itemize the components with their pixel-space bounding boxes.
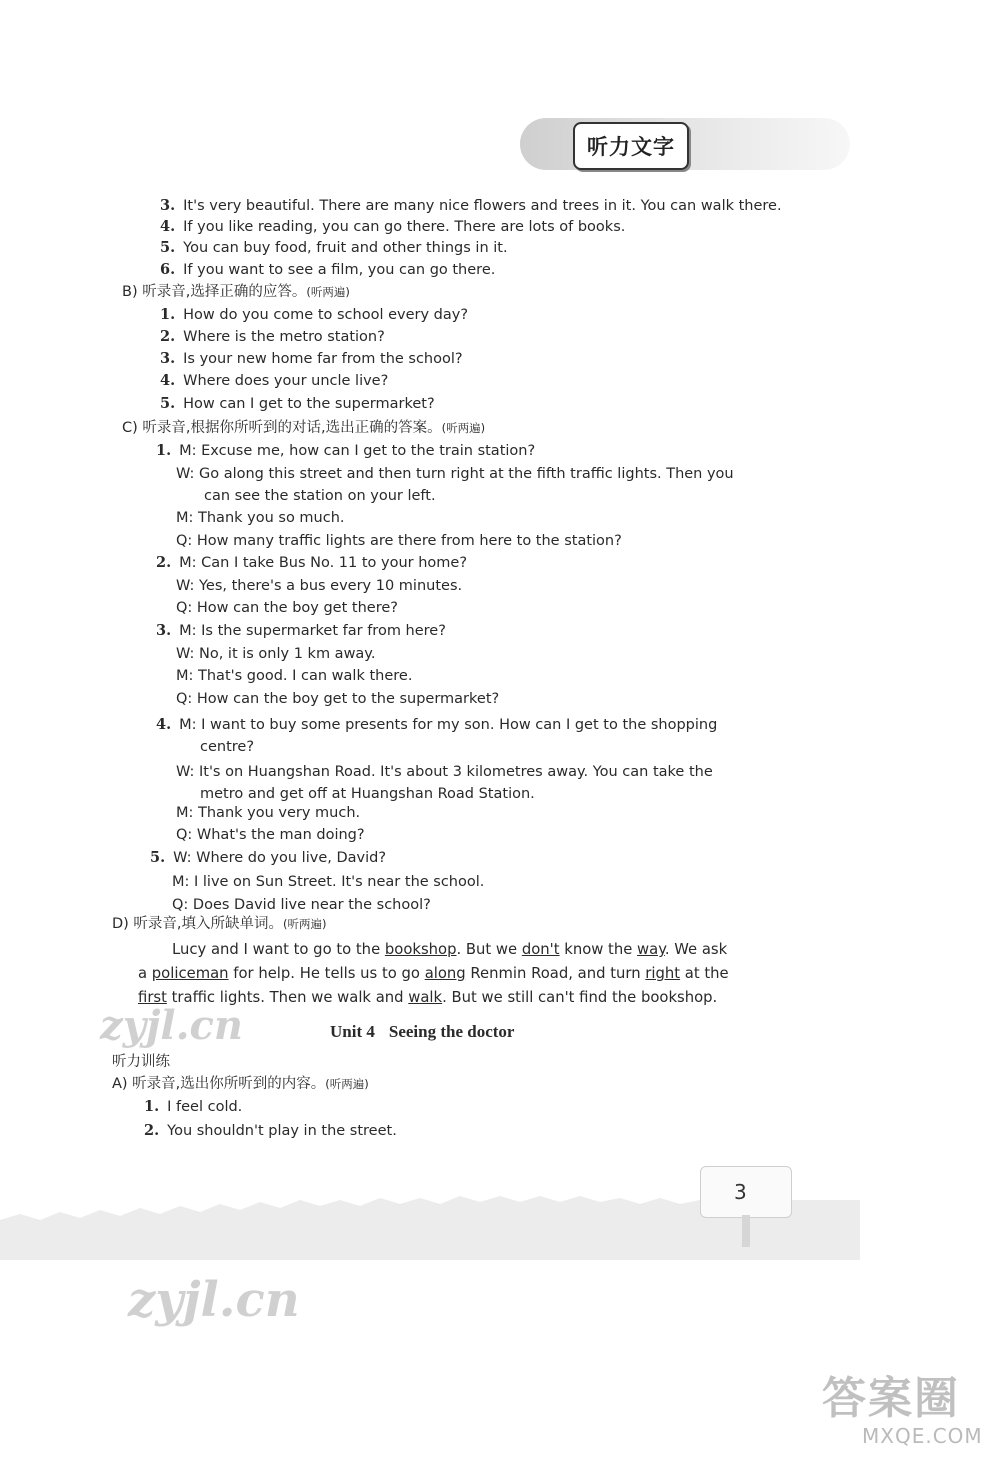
header-title: 听力文字	[573, 122, 689, 170]
answer-blank: walk	[408, 989, 443, 1006]
dialogue-line: Q: How many traffic lights are there from here to the station?	[176, 533, 622, 549]
dialogue-line: M: I live on Sun Street. It's near the school.	[172, 874, 485, 890]
answer-blank: bookshop	[384, 941, 457, 958]
dialogue-line: W: Go along this street and then turn right at the fifth traffic lights. Then you	[176, 466, 734, 482]
section-c-label: C) 听录音,根据你所听到的对话,选出正确的答案。(听两遍)	[122, 420, 486, 436]
list-item: 1. I feel cold.	[144, 1098, 243, 1115]
dialogue-line: M: That's good. I can walk there.	[176, 668, 413, 684]
listening-a-label: A) 听录音,选出你所听到的内容。(听两遍)	[112, 1076, 369, 1092]
answer-blank: don't	[521, 941, 560, 958]
unit-title: Unit 4 Seeing the doctor	[330, 1022, 515, 1041]
list-item: 4. If you like reading, you can go there. There are lots of books.	[160, 218, 626, 235]
dialogue-line: W: It's on Huangshan Road. It's about 3 kilometres away. You can take the	[176, 764, 713, 780]
watermark-mid: zyjl.cn	[100, 1002, 243, 1049]
watermark-bottom: zyjl.cn	[128, 1272, 300, 1328]
listening-heading: 听力训练	[112, 1054, 170, 1070]
section-b-label: B) 听录音,选择正确的应答。(听两遍)	[122, 284, 350, 300]
page-number: 3	[734, 1180, 747, 1204]
dialogue-line: 4. M: I want to buy some presents for my son. How can I get to the shopping	[156, 716, 718, 733]
list-item: 3. It's very beautiful. There are many nice flowers and trees in it. You can walk there.	[160, 197, 782, 214]
answer-blank: along	[424, 965, 466, 982]
dialogue-line: W: Yes, there's a bus every 10 minutes.	[176, 578, 463, 594]
dialogue-line: Q: What's the man doing?	[176, 827, 365, 843]
list-item: 2. You shouldn't play in the street.	[144, 1122, 397, 1139]
dialogue-line: centre?	[200, 739, 255, 755]
list-item: 6. If you want to see a film, you can go there.	[160, 261, 496, 278]
dialogue-line: 5. W: Where do you live, David?	[150, 849, 387, 866]
list-item: 3. Is your new home far from the school?	[160, 350, 463, 367]
section-d-label: D) 听录音,填入所缺单词。(听两遍)	[112, 916, 327, 932]
dialogue-line: can see the station on your left.	[204, 488, 436, 504]
list-item: 2. Where is the metro station?	[160, 328, 385, 345]
list-item: 1. How do you come to school every day?	[160, 306, 469, 323]
brand-url: MXQE.COM	[862, 1424, 983, 1448]
list-item: 5. How can I get to the supermarket?	[160, 395, 435, 412]
paragraph-line: a policeman for help. He tells us to go along Renmin Road, and turn right at the	[138, 965, 729, 982]
dialogue-line: M: Thank you so much.	[176, 510, 345, 526]
answer-blank: policeman	[151, 965, 229, 982]
flag-pole	[742, 1215, 750, 1247]
list-item: 4. Where does your uncle live?	[160, 372, 389, 389]
dialogue-line: 1. M: Excuse me, how can I get to the train station?	[156, 442, 536, 459]
answer-blank: way	[637, 941, 665, 958]
dialogue-line: metro and get off at Huangshan Road Station.	[200, 786, 535, 802]
brand-logo: 答案圈	[822, 1373, 960, 1424]
paragraph-line: Lucy and I want to go to the bookshop. But we don't know the way. We ask	[172, 941, 728, 958]
dialogue-line: W: No, it is only 1 km away.	[176, 646, 376, 662]
list-item: 5. You can buy food, fruit and other things in it.	[160, 239, 508, 256]
answer-blank: right	[645, 965, 681, 982]
dialogue-line: Q: How can the boy get to the supermarket?	[176, 691, 500, 707]
dialogue-line: M: Thank you very much.	[176, 805, 361, 821]
paragraph-line: first traffic lights. Then we walk and walk. But we still can't find the bookshop.	[138, 989, 718, 1006]
answer-blank: first	[138, 989, 167, 1006]
dialogue-line: Q: Does David live near the school?	[172, 897, 431, 913]
dialogue-line: 3. M: Is the supermarket far from here?	[156, 622, 446, 639]
dialogue-line: Q: How can the boy get there?	[176, 600, 398, 616]
dialogue-line: 2. M: Can I take Bus No. 11 to your home?	[156, 554, 468, 571]
